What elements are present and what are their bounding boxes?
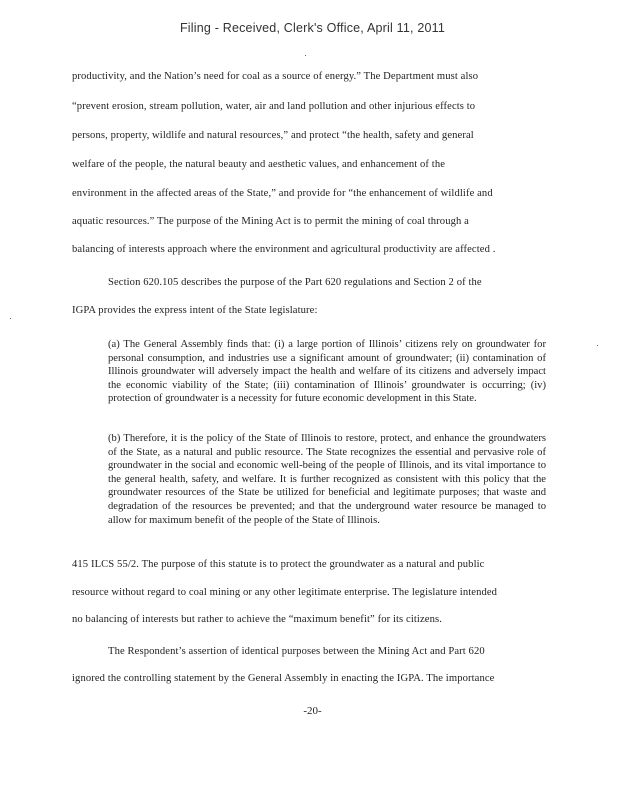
page-number: -20- bbox=[303, 705, 322, 717]
scan-speck bbox=[305, 55, 306, 56]
body-line: aquatic resources.” The purpose of the Mining Act is to permit the mining of coal through a bbox=[72, 216, 469, 227]
body-line: balancing of interests approach where the environment and agricultural productivity are affected . bbox=[72, 244, 496, 255]
body-line: “prevent erosion, stream pollution, water, air and land pollution and other injurious effects to bbox=[72, 101, 476, 112]
block-quote-b: (b) Therefore, it is the policy of the State of Illinois to restore, protect, and enhance the groundwaters of the State, as a natural and public resource. The State recognizes the essential and pervasive role of groundwater in the social and economic well-being of the people of Illinois, and its vital importance to the general health, safety, and welfare. It is further recognized as consistent with this policy that the groundwater resources of the State be utilized for beneficial and legitimate purposes; that waste and degradation of the resources be prevented; and that the underground water resource be managed to allow for maximum benefit of the people of the State of Illinois. bbox=[108, 433, 546, 526]
body-line: ignored the controlling statement by the General Assembly in enacting the IGPA. The importance bbox=[72, 673, 495, 684]
body-line: environment in the affected areas of the State,” and provide for “the enhancement of wildlife and bbox=[72, 188, 493, 199]
body-line: The Respondent’s assertion of identical purposes between the Mining Act and Part 620 bbox=[108, 646, 485, 657]
scan-speck bbox=[10, 318, 11, 319]
body-line: welfare of the people, the natural beauty and aesthetic values, and enhancement of the bbox=[72, 159, 446, 170]
body-line: resource without regard to coal mining or any other legitimate enterprise. The legislature intended bbox=[72, 587, 498, 598]
body-line: Section 620.105 describes the purpose of the Part 620 regulations and Section 2 of the bbox=[108, 277, 482, 288]
filing-header: Filing - Received, Clerk's Office, April 11, 2011 bbox=[179, 21, 446, 35]
scan-speck bbox=[597, 345, 598, 346]
body-line: no balancing of interests but rather to achieve the “maximum benefit” for its citizens. bbox=[72, 614, 442, 625]
body-line: 415 ILCS 55/2. The purpose of this statute is to protect the groundwater as a natural and public bbox=[72, 559, 485, 570]
body-line: productivity, and the Nation’s need for coal as a source of energy.” The Department must also bbox=[72, 71, 479, 82]
body-line: persons, property, wildlife and natural resources,” and protect “the health, safety and general bbox=[72, 130, 474, 141]
body-line: IGPA provides the express intent of the State legislature: bbox=[72, 305, 318, 316]
block-quote-a: (a) The General Assembly finds that: (i) a large portion of Illinois’ citizens rely on groundwater for personal consumption, and industries use a significant amount of groundwater; (ii) contamination of Illinois groundwater will adversely impact the health and welfare of its citizens and adversely impact the economic viability of the State; (iii) contamination of Illinois’ groundwater is occurring; (iv) protection of groundwater is a necessity for future economic development in this State. bbox=[108, 339, 546, 405]
